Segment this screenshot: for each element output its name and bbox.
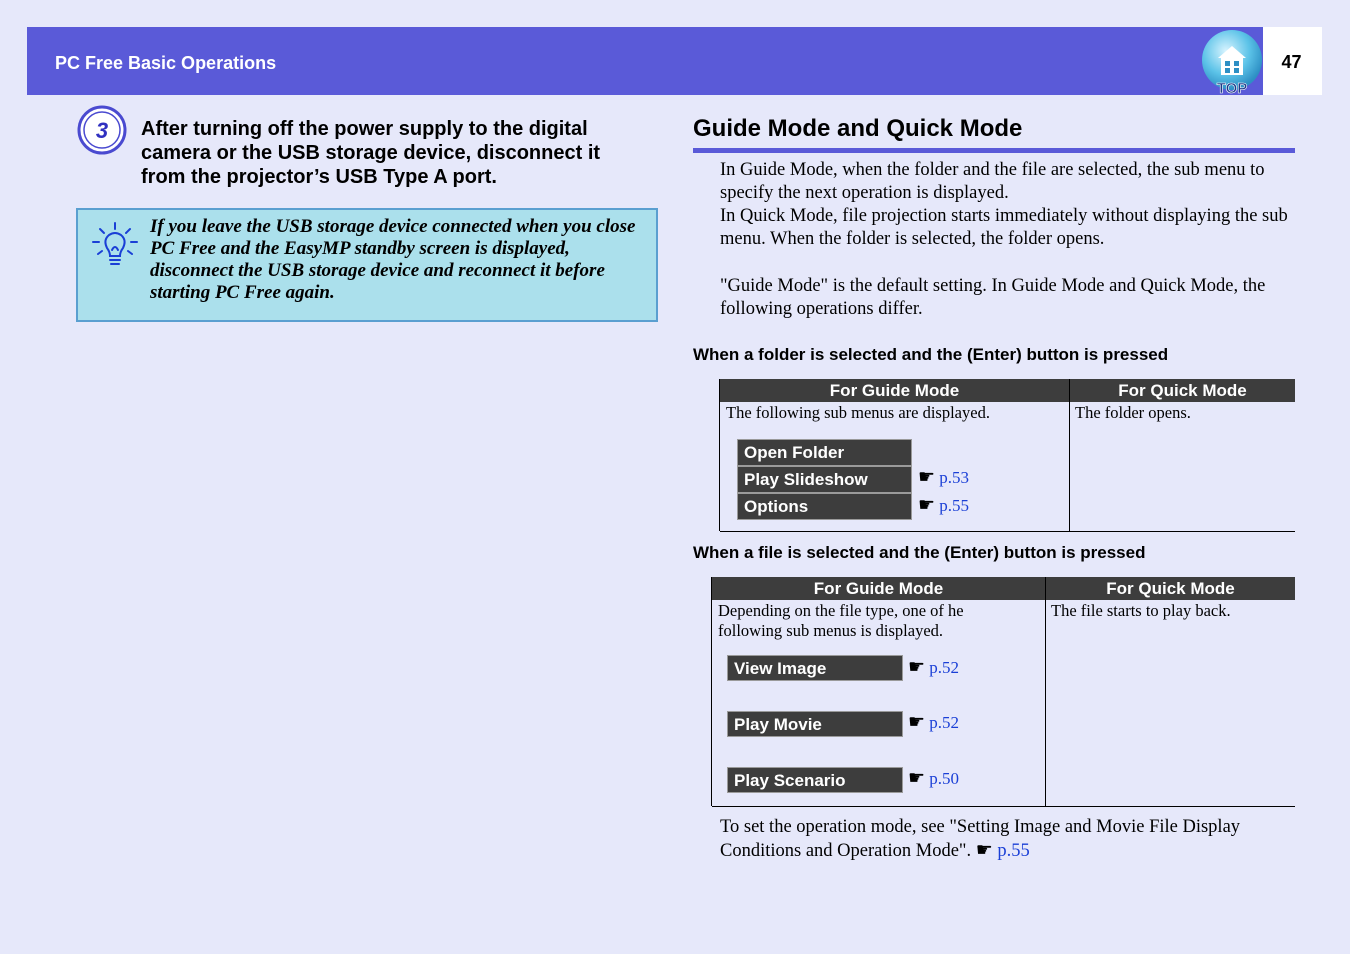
paragraph-quick-mode: In Quick Mode, file projection starts immediately without displaying the sub menu. When the folder is selected, the folder opens. (720, 206, 1288, 249)
table2-quick-text: The file starts to play back. (1051, 601, 1231, 620)
ref-view-image (908, 656, 959, 679)
menu-item-view-image: View Image (727, 655, 903, 681)
step-number: 3 (95, 118, 109, 143)
ref-link-slideshow[interactable]: p.53 (939, 468, 970, 487)
table2-col-guide: For Guide Mode (712, 577, 1045, 600)
ref-play-movie (908, 711, 959, 734)
step-number-icon (77, 105, 127, 155)
ref-link-view-image[interactable]: p.52 (929, 658, 960, 677)
menu-item-open-folder: Open Folder (737, 439, 912, 466)
ref-play-scenario (908, 767, 959, 790)
table1-border-left (719, 379, 720, 531)
pointing-hand-icon: ☛ (908, 768, 926, 789)
pointing-hand-icon: ☛ (975, 840, 993, 861)
final-paragraph (720, 816, 1295, 863)
pointing-hand-icon: ☛ (908, 712, 926, 733)
tip-text: If you leave the USB storage device connected when you close PC Free and the EasyMP standby screen is displayed, disconnect the USB storage device and reconnect it before starting PC Free again. (150, 216, 636, 303)
pointing-hand-icon: ☛ (918, 495, 936, 516)
top-label: TOP (1216, 80, 1248, 96)
title-underline (693, 148, 1295, 153)
menu-item-options: Options (737, 493, 912, 520)
paragraph-default-setting: "Guide Mode" is the default setting. In Guide Mode and Quick Mode, the following operations differ. (720, 276, 1266, 319)
pointing-hand-icon: ☛ (908, 657, 926, 678)
menu-item-play-scenario: Play Scenario (727, 767, 903, 793)
table1-border-bottom (720, 531, 1295, 532)
menu-item-play-slideshow: Play Slideshow (737, 466, 912, 493)
table2-border-bottom (712, 806, 1295, 807)
lightbulb-tip-icon (90, 220, 140, 270)
table1-quick-text: The folder opens. (1075, 403, 1191, 422)
table1-col-guide: For Guide Mode (720, 379, 1069, 402)
page-number: 47 (1281, 52, 1302, 72)
table2-border-left (711, 577, 712, 806)
table1-col-quick: For Quick Mode (1070, 379, 1295, 402)
table2-border-mid (1045, 577, 1046, 806)
table1-guide-text: The following sub menus are displayed. (726, 403, 990, 422)
step-instruction: After turning off the power supply to the digital camera or the USB storage device, disconnect it from the projector’s USB Type A port. (141, 118, 601, 188)
paragraph-guide-mode: In Guide Mode, when the folder and the file are selected, the sub menu to specify the next operation is displayed. (720, 160, 1265, 203)
ref-options (918, 494, 969, 517)
table1-border-mid (1069, 379, 1070, 531)
table2-heading: When a file is selected and the (Enter) button is pressed (693, 543, 1146, 562)
table2-col-quick: For Quick Mode (1046, 577, 1295, 600)
table1-heading: When a folder is selected and the (Enter) button is pressed (693, 345, 1169, 364)
table2-guide-text: Depending on the file type, one of he following sub menus is displayed. (718, 601, 964, 640)
top-home-icon[interactable] (1200, 28, 1264, 96)
header-title: PC Free Basic Operations (55, 53, 277, 73)
ref-slideshow (918, 466, 969, 489)
ref-link-options[interactable]: p.55 (939, 496, 970, 515)
final-text: To set the operation mode, see "Setting Image and Movie File Display Conditions and Operation Mode". (720, 817, 1241, 861)
ref-link-play-movie[interactable]: p.52 (929, 713, 960, 732)
ref-link-play-scenario[interactable]: p.50 (929, 769, 960, 788)
section-title: Guide Mode and Quick Mode (693, 115, 1023, 142)
pointing-hand-icon: ☛ (918, 467, 936, 488)
menu-item-play-movie: Play Movie (727, 711, 903, 737)
ref-link-operation-mode[interactable]: p.55 (997, 841, 1030, 861)
